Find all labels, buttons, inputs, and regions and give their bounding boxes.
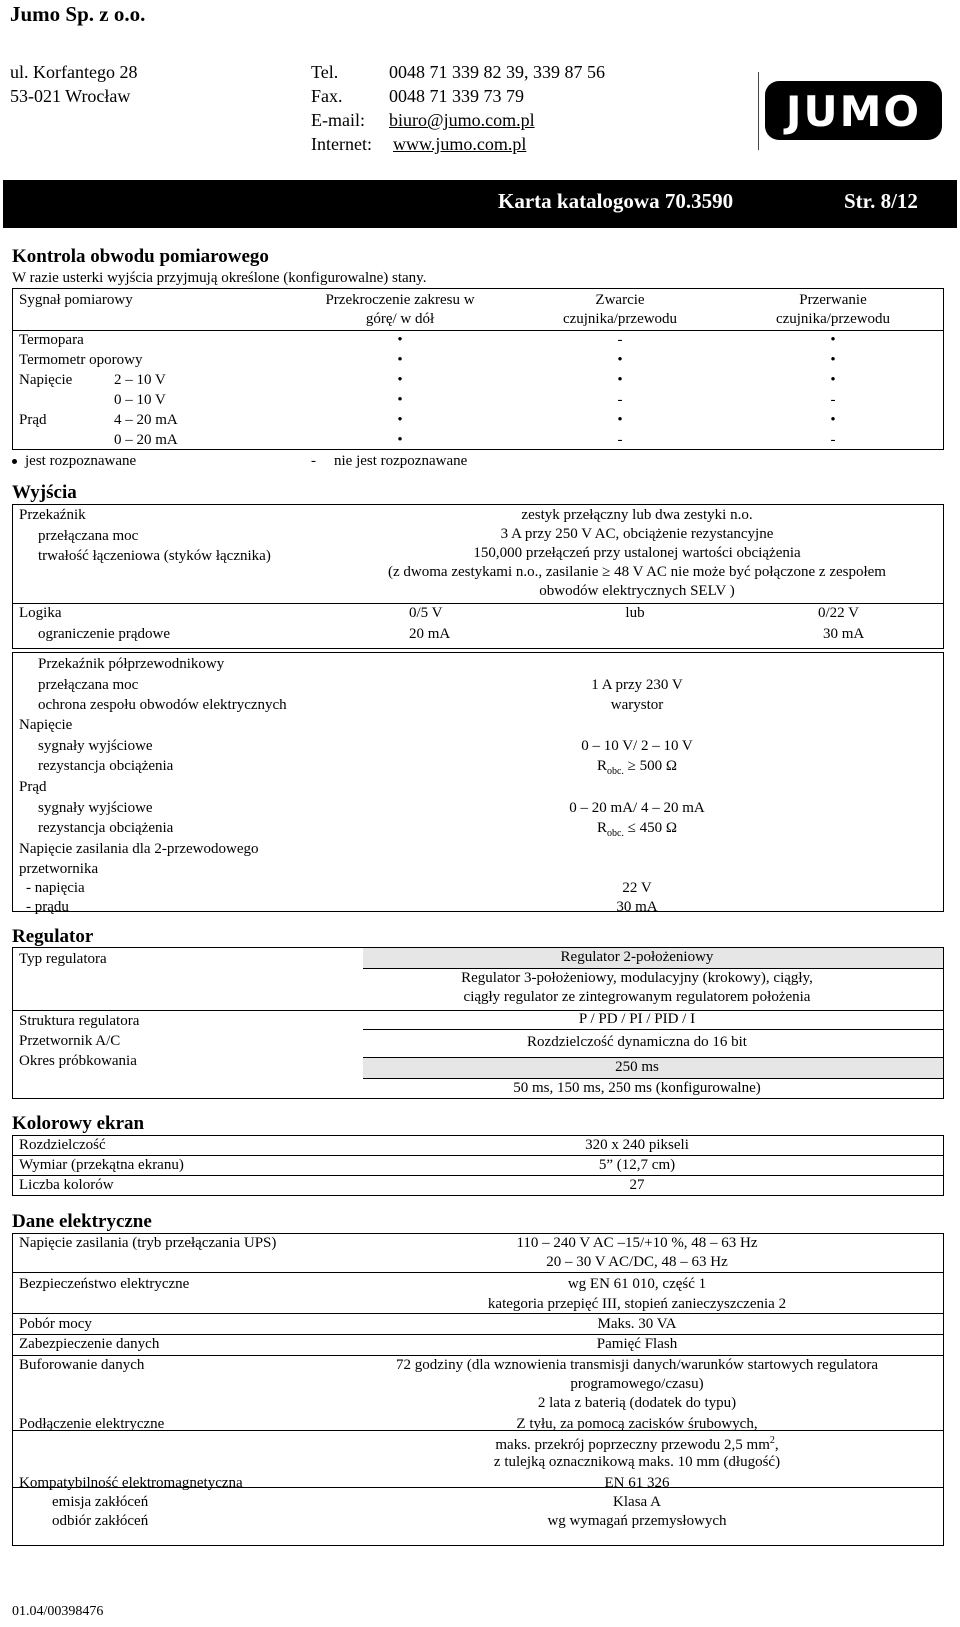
legend-dash: - [311, 453, 316, 469]
city-address: 53-021 Wrocław [10, 86, 131, 106]
sampling-label: Okres próbkowania [19, 1053, 137, 1069]
divider [12, 330, 944, 331]
row-sublabel: 2 – 10 V [114, 372, 166, 388]
street-address: ul. Korfantego 28 [10, 62, 138, 82]
ssr-power-label: przełączana moc [38, 677, 139, 693]
logo-badge [765, 81, 942, 140]
emc-class-value: Klasa A [613, 1494, 661, 1510]
divider [12, 1334, 944, 1335]
electrical-connection-label: Podłączenie elektryczne [19, 1416, 165, 1432]
cross-section-text: maks. przekrój poprzeczny przewodu 2,5 mm [495, 1437, 770, 1453]
current-limit-label: ograniczenie prądowe [38, 626, 171, 642]
logic-current-2: 30 mA [823, 626, 865, 642]
safety-label: Bezpieczeństwo elektryczne [19, 1276, 190, 1292]
emc-immunity-label: odbiór zakłóceń [52, 1513, 149, 1529]
header-break: Przerwanie [799, 292, 867, 308]
regulator-structure-value: P / PD / PI / PID / I [578, 1011, 696, 1027]
voltage-load-label: rezystancja obciążenia [38, 758, 174, 774]
electrical-connection-value-3: z tulejką oznacznikową maks. 10 mm (długość) [493, 1454, 781, 1470]
document-code: 01.04/00398476 [12, 1604, 104, 1619]
regulator-structure-label: Struktura regulatora [19, 1013, 140, 1029]
power-supply-value-2: 20 – 30 V AC/DC, 48 – 63 Hz [546, 1254, 728, 1270]
measurement-intro: W razie usterki wyjścia przyjmują określone (konfigurowalne) stany. [12, 270, 427, 286]
company-name: Jumo Sp. z o.o. [10, 2, 146, 26]
cell-short: • [617, 412, 623, 428]
safety-value-1: wg EN 61 010, część 1 [567, 1276, 707, 1292]
emc-standard-value: EN 61 326 [604, 1475, 670, 1491]
current-signals-label: sygnały wyjściowe [38, 800, 153, 816]
cell-short: • [617, 352, 623, 368]
legend-not-recognized: nie jest rozpoznawane [334, 453, 468, 469]
regulator-type-label: Typ regulatora [19, 951, 107, 967]
resistance-symbol: R [596, 758, 607, 774]
power-consumption-value: Maks. 30 VA [597, 1316, 677, 1332]
power-consumption-label: Pobór mocy [19, 1316, 92, 1332]
legend-recognized-text: jest rozpoznawane [25, 453, 137, 469]
resistance-value: ≤ 450 Ω [623, 820, 678, 836]
row-sublabel: 0 – 20 mA [114, 432, 178, 448]
email-label: E-mail: [311, 110, 365, 130]
relay-label: Przekaźnik [19, 507, 86, 523]
resistance-subscript: obc. [606, 766, 624, 777]
ssr-label: Przekaźnik półprzewodnikowy [38, 656, 225, 672]
colors-value: 27 [629, 1177, 645, 1193]
catalog-title: Karta katalogowa 70.3590 [498, 189, 734, 213]
comma: , [774, 1437, 779, 1453]
divider [363, 1078, 944, 1079]
current-load-label: rezystancja obciążenia [38, 820, 174, 836]
superscript: 2 [769, 1435, 775, 1446]
transmitter-supply-label-2: przetwornika [19, 861, 99, 877]
website-link[interactable]: www.jumo.com.pl [393, 134, 527, 154]
fax-label: Fax. [311, 86, 343, 106]
cell-break: • [830, 352, 836, 368]
cell-overrange: • [397, 352, 403, 368]
cell-overrange: • [397, 372, 403, 388]
voltage-signals-value: 0 – 10 V/ 2 – 10 V [581, 738, 693, 754]
resolution-label: Rozdzielczość [19, 1137, 106, 1153]
header-signal: Sygnał pomiarowy [19, 292, 133, 308]
power-supply-label: Napięcie zasilania (tryb przełączania UPS) [19, 1235, 277, 1251]
relay-power-value: 3 A przy 250 V AC, obciążenie rezystancyjne [500, 526, 774, 542]
transmitter-current-label: - prądu [26, 899, 69, 915]
divider [12, 1010, 944, 1011]
screen-size-value: 5” (12,7 cm) [598, 1157, 676, 1173]
transmitter-voltage-label: - napięcia [26, 880, 85, 896]
cell-short: - [617, 392, 623, 408]
resistance-subscript: obc. [606, 828, 624, 839]
ssr-protection-value: warystor [610, 697, 664, 713]
resolution-value: 320 x 240 pikseli [585, 1137, 689, 1153]
safety-value-2: kategoria przepięć III, stopień zanieczyszczenia 2 [487, 1296, 787, 1312]
relay-contact-value: zestyk przełączny lub dwa zestyki n.o. [521, 507, 753, 523]
divider [12, 603, 944, 604]
logic-label: Logika [19, 605, 62, 621]
current-output-label: Prąd [19, 779, 47, 795]
logic-or: lub [625, 605, 645, 621]
cell-short: • [617, 372, 623, 388]
cell-break: - [830, 432, 836, 448]
sampling-value-2: 50 ms, 150 ms, 250 ms (konfigurowalne) [513, 1080, 761, 1096]
cell-overrange: • [397, 392, 403, 408]
fax-value: 0048 71 339 73 79 [389, 86, 524, 106]
cell-overrange: • [397, 412, 403, 428]
row-sublabel: 4 – 20 mA [114, 412, 178, 428]
section-title-measurement: Kontrola obwodu pomiarowego [12, 246, 269, 267]
section-title-regulator: Regulator [12, 926, 94, 947]
row-label: Prąd [19, 412, 47, 428]
emc-requirements-value: wg wymagań przemysłowych [547, 1513, 727, 1529]
section-title-display: Kolorowy ekran [12, 1113, 145, 1134]
relay-durability-value: 150,000 przełączeń przy ustalonej wartości obciążenia [473, 545, 801, 561]
emc-label: Kompatybilność elektromagnetyczna [19, 1475, 243, 1491]
electrical-connection-value-1: Z tyłu, za pomocą zacisków śrubowych, [516, 1416, 758, 1432]
section-title-electrical: Dane elektryczne [12, 1211, 152, 1232]
tel-value: 0048 71 339 82 39, 339 87 56 [389, 62, 605, 82]
cell-short: - [617, 332, 623, 348]
logic-voltage-2: 0/22 V [818, 605, 859, 621]
sampling-value-1: 250 ms [615, 1059, 659, 1075]
ssr-protection-label: ochrona zespołu obwodów elektrycznych [38, 697, 287, 713]
logic-voltage-1: 0/5 V [409, 605, 443, 621]
transmitter-supply-label: Napięcie zasilania dla 2-przewodowego [19, 841, 259, 857]
row-label: Napięcie [19, 372, 73, 388]
bullet-icon [12, 459, 17, 464]
internet-label: Internet: [311, 134, 372, 154]
data-protection-label: Zabezpieczenie danych [19, 1336, 160, 1352]
colors-label: Liczba kolorów [19, 1177, 114, 1193]
divider [12, 1355, 944, 1356]
divider [363, 1029, 944, 1030]
regulator-type-value-3: ciągły regulator ze zintegrowanym regulatorem położenia [463, 989, 811, 1005]
voltage-output-label: Napięcie [19, 717, 73, 733]
resistance-value: ≥ 500 Ω [623, 758, 678, 774]
cell-overrange: • [397, 432, 403, 448]
relay-switch-power-label: przełączana moc [38, 528, 139, 544]
divider [363, 1057, 944, 1058]
current-load-value [597, 820, 677, 839]
tel-label: Tel. [311, 62, 339, 82]
regulator-type-value-2: Regulator 3-położeniowy, modulacyjny (krokowy), ciągły, [461, 970, 813, 986]
row-sublabel: 0 – 10 V [114, 392, 166, 408]
header-overrange: Przekroczenie zakresu w [325, 292, 475, 308]
header-break-2: czujnika/przewodu [775, 311, 891, 327]
row-label: Termometr oporowy [19, 352, 143, 368]
resistance-symbol: R [596, 820, 607, 836]
divider [12, 1313, 944, 1314]
catalog-bar [3, 180, 957, 228]
current-signals-value: 0 – 20 mA/ 4 – 20 mA [569, 800, 705, 816]
relay-durability-label: trwałość łączeniowa (styków łącznika) [38, 548, 271, 564]
data-protection-value: Pamięć Flash [596, 1336, 678, 1352]
data-buffering-label: Buforowanie danych [19, 1357, 145, 1373]
ad-converter-value: Rozdzielczość dynamiczna do 16 bit [527, 1034, 747, 1050]
cell-break: • [830, 412, 836, 428]
relay-note-2: obwodów elektrycznych SELV ) [539, 583, 735, 599]
ad-converter-label: Przetwornik A/C [19, 1033, 121, 1049]
emc-emission-label: emisja zakłóceń [52, 1494, 149, 1510]
jumo-logo [758, 72, 944, 150]
section-title-outputs: Wyjścia [12, 482, 77, 503]
data-buffering-value-1: 72 godziny (dla wznowienia transmisji danych/warunków startowych regulatora [396, 1357, 878, 1373]
data-buffering-value-3: 2 lata z baterią (dodatek do typu) [537, 1395, 737, 1411]
voltage-signals-label: sygnały wyjściowe [38, 738, 153, 754]
header-overrange-2: górę/ w dół [365, 311, 435, 327]
cell-break: • [830, 332, 836, 348]
power-supply-value-1: 110 – 240 V AC –15/+10 %, 48 – 63 Hz [516, 1235, 758, 1251]
voltage-load-value [597, 758, 677, 777]
legend-recognized [12, 453, 136, 470]
page-number: Str. 8/12 [844, 189, 918, 213]
divider [363, 968, 944, 969]
transmitter-current-value: 30 mA [616, 899, 658, 915]
logic-current-1: 20 mA [409, 626, 451, 642]
cell-break: - [830, 392, 836, 408]
regulator-type-value-1: Regulator 2-położeniowy [560, 949, 714, 965]
header-short-2: czujnika/przewodu [562, 311, 678, 327]
screen-size-label: Wymiar (przekątna ekranu) [19, 1157, 184, 1173]
header-short: Zwarcie [595, 292, 645, 308]
ssr-power-value: 1 A przy 230 V [591, 677, 683, 693]
divider [12, 1155, 944, 1156]
relay-note: (z dwoma zestykami n.o., zasilanie ≥ 48 V AC nie może być połączone z zespołem [388, 564, 886, 580]
email-link[interactable]: biuro@jumo.com.pl [389, 110, 535, 130]
divider [12, 1175, 944, 1176]
row-label: Termopara [19, 332, 84, 348]
transmitter-voltage-value: 22 V [622, 880, 652, 896]
logo-text: JUMO [785, 87, 922, 136]
data-buffering-value-2: programowego/czasu) [570, 1376, 704, 1392]
electrical-connection-value-2 [495, 1435, 778, 1454]
cell-short: - [617, 432, 623, 448]
outputs-table-2 [12, 652, 944, 912]
divider [12, 1272, 944, 1273]
cell-break: • [830, 372, 836, 388]
cell-overrange: • [397, 332, 403, 348]
